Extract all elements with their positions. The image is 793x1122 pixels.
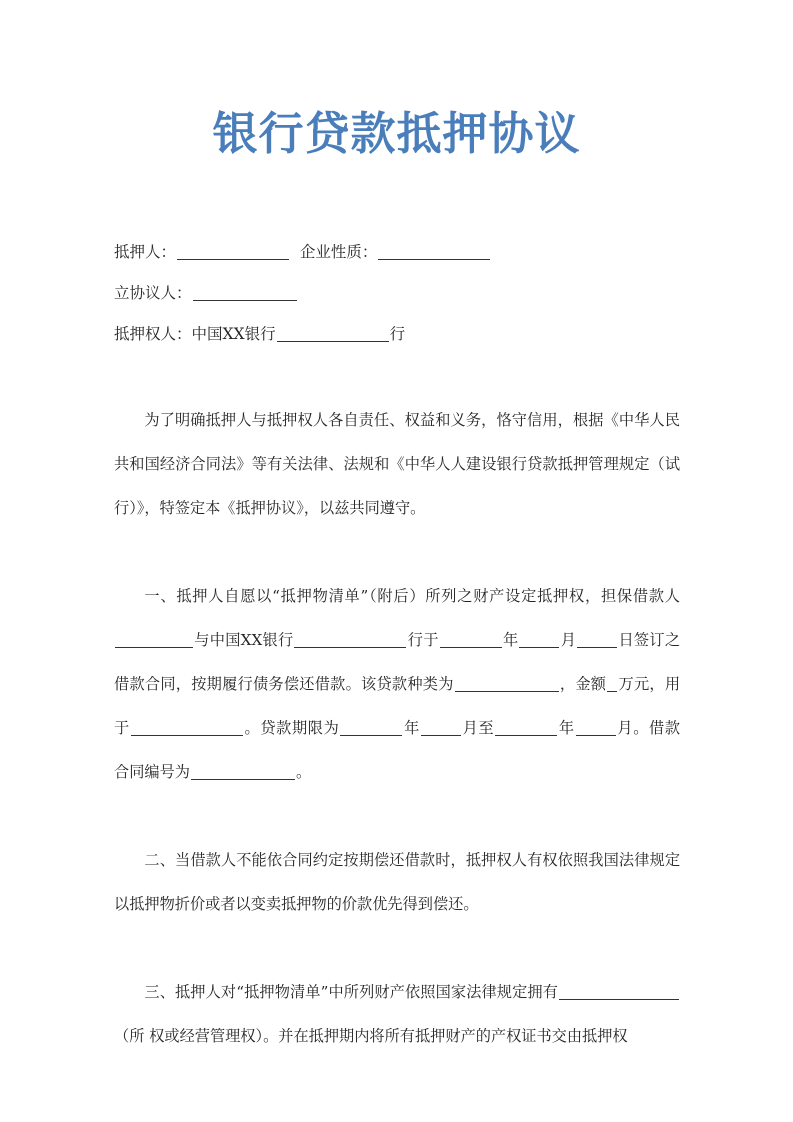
term-end-year-blank[interactable] xyxy=(495,720,557,736)
clause-one-number: 一、 xyxy=(144,587,177,605)
mortgagee-label: 抵押权人： xyxy=(114,325,192,343)
preamble-text: 为了明确抵押人与抵押权人各自责任、权益和义务，恪守信用，根据《中华人民共和国经济合同法》等有关法律、法规和《中华人人建设银行贷款抵押管理规定（试行）》，特签定本《抵押协议》，以兹共同遵守。 xyxy=(114,411,680,517)
header-field-block xyxy=(114,232,684,355)
clause-one-seg-10: 月至 xyxy=(461,719,495,737)
clause-one-seg-0: 抵押人自愿以“抵押物清单”（附后）所列之财产设定抵押权，担保借款人 xyxy=(176,587,680,605)
preamble-paragraph xyxy=(114,398,680,530)
mortgagee-field-row xyxy=(114,314,684,355)
clause-one-seg-3: 年 xyxy=(502,631,519,649)
loan-contract-number-blank[interactable] xyxy=(191,764,295,780)
clause-one-seg-2: 行于 xyxy=(407,631,439,649)
clause-two-number: 二、 xyxy=(144,851,176,869)
clause-three-seg-1: （所 权或经营管理权）。并在抵押期内将所有抵押财产的产权证书交由抵押权 xyxy=(114,1027,628,1045)
contract-day-blank[interactable] xyxy=(577,632,617,648)
loan-type-blank[interactable] xyxy=(455,676,559,692)
document-body xyxy=(114,398,680,1058)
enterprise-nature-input-blank[interactable] xyxy=(378,243,490,260)
lending-branch-blank[interactable] xyxy=(294,632,406,648)
clause-one-paragraph xyxy=(114,574,680,794)
clause-three-paragraph xyxy=(114,970,680,1058)
enterprise-nature-label: 企业性质： xyxy=(299,243,378,261)
clause-one-seg-5: 日签订之借款合同，按期履行债务偿还借款。该贷款种类为 xyxy=(114,631,681,693)
clause-one-seg-1: 与中国XX银行 xyxy=(194,631,294,649)
clause-three-number: 三、 xyxy=(144,983,175,1001)
term-start-month-blank[interactable] xyxy=(421,720,461,736)
mortgagee-bank-name: 中国XX银行 xyxy=(191,325,276,343)
clause-one-seg-13: 。 xyxy=(295,763,312,781)
mortgagee-branch-input-blank[interactable] xyxy=(277,325,389,342)
clause-one-seg-12: 月。借款合同编号为 xyxy=(114,719,681,781)
clause-one-seg-9: 年 xyxy=(403,719,420,737)
loan-amount-blank[interactable] xyxy=(607,676,617,692)
clause-one-seg-6: ，金额 xyxy=(559,675,607,693)
clause-three-seg-0: 抵押人对“抵押物清单”中所列财产依照国家法律规定拥有 xyxy=(175,983,559,1001)
contract-month-blank[interactable] xyxy=(519,632,559,648)
agreement-maker-label: 立协议人： xyxy=(114,284,192,302)
clause-two-text: 当借款人不能依合同约定按期偿还借款时，抵押权人有权依照我国法律规定以抵押物折价或者以变卖抵押物的价款优先得到偿还。 xyxy=(114,851,681,913)
mortgagor-label: 抵押人： xyxy=(114,243,177,261)
mortgagee-branch-suffix: 行 xyxy=(389,325,406,343)
loan-purpose-blank[interactable] xyxy=(131,720,243,736)
borrower-name-blank[interactable] xyxy=(115,632,193,648)
clause-one-seg-11: 年 xyxy=(558,719,575,737)
clause-one-seg-4: 月 xyxy=(560,631,577,649)
agreement-maker-input-blank[interactable] xyxy=(193,284,297,301)
term-end-month-blank[interactable] xyxy=(576,720,616,736)
property-right-type-blank[interactable] xyxy=(559,984,679,1000)
clause-one-seg-7: 万元，用于 xyxy=(114,675,681,737)
page-title: 银行贷款抵押协议 xyxy=(212,107,581,160)
mortgagor-input-blank[interactable] xyxy=(177,243,289,260)
term-start-year-blank[interactable] xyxy=(340,720,402,736)
agreement-maker-field-row xyxy=(114,273,684,314)
clause-one-seg-8: 。贷款期限为 xyxy=(243,719,340,737)
contract-year-blank[interactable] xyxy=(440,632,502,648)
clause-two-paragraph xyxy=(114,838,680,926)
mortgagor-field-row xyxy=(114,232,684,273)
